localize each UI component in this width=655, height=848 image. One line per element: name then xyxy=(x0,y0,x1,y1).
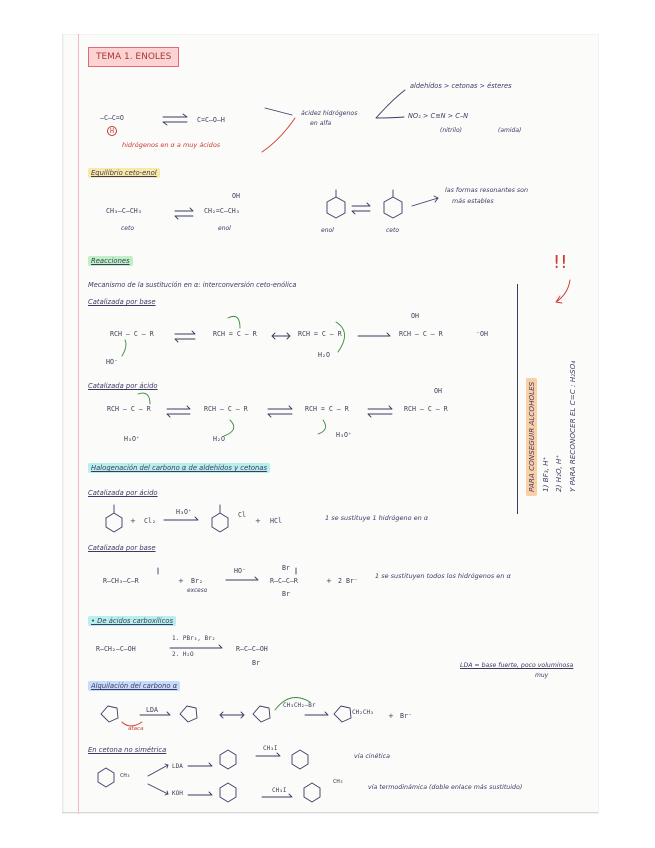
acid-product: RCH – C – R xyxy=(404,405,448,413)
section-heading-carboxylic xyxy=(88,618,176,625)
center-label-acidity: ácidez hidrógenos xyxy=(301,110,358,117)
acid-step-3: RCH = C – R xyxy=(305,405,349,413)
alkylation-reagent: CH₃CH₂–Br xyxy=(283,702,316,709)
alkylation-attack-note: ataca xyxy=(128,726,144,732)
halogenation-base-heading: Catalizada por base xyxy=(88,544,156,552)
equilibrium-heading-text: Equilibrio ceto-enol xyxy=(88,168,160,178)
alpha-hydrogen-circle: H xyxy=(107,128,117,135)
carboxylic-br: Br xyxy=(252,659,260,667)
center-label-alpha: en alfa xyxy=(310,120,332,127)
mechanism-line: Mecanismo de la sustitución en α: interconversión ceto-enólica xyxy=(88,281,297,289)
halogenation-acid-product-x: Cl xyxy=(238,511,246,519)
base-water: H₂O xyxy=(318,351,330,359)
acidity-order-2: NO₂ > C≡N > C–N xyxy=(408,112,469,120)
resonance-note-1: las formas resonantes son xyxy=(445,187,529,194)
halogenation-acid-heading: Catalizada por ácido xyxy=(88,489,158,497)
halogenation-base-condition: HO⁻ xyxy=(234,567,246,575)
kinetic-lda: LDA xyxy=(172,763,183,770)
enol-formula: CH₂=C–CH₃ xyxy=(204,207,240,215)
lda-note-1-text: LDA = base fuerte, poco voluminosa xyxy=(460,662,574,669)
halogenation-acid-note: 1 se sustituye 1 hidrógeno en α xyxy=(325,514,429,522)
amida-label: (amida) xyxy=(498,127,522,134)
page-title: TEMA 1. ENOLES xyxy=(88,47,179,67)
base-step-2: RCH = C – R xyxy=(213,330,257,338)
thermo-koh: KOH xyxy=(172,790,183,797)
page-bottom-rule xyxy=(62,812,598,813)
carboxylic-cond-1: 1. PBr₃, Br₂ xyxy=(172,635,216,642)
halogenation-acid-byproduct: HCl xyxy=(270,517,282,525)
halogenation-base-note: 1 se sustituyen todos los hidrógenos en α xyxy=(375,572,511,580)
plus-sign-2: + xyxy=(255,517,261,525)
thermo-ch3i: CH₃I xyxy=(272,787,287,794)
intro-acetyl-left: –C–C=O xyxy=(100,114,124,122)
alkylation-lda: LDA xyxy=(146,706,158,714)
keto-formula: CH₃–C–CH₃ xyxy=(106,207,142,215)
section-heading-equilibrium xyxy=(88,170,160,177)
base-step-3: RCH = C – R xyxy=(298,330,342,338)
halogenation-base-product: R–C–C–R xyxy=(270,577,298,585)
plus-sign-3: + xyxy=(178,577,184,585)
enol-oh: OH xyxy=(232,192,240,200)
acid-step-1: RCH – C – R xyxy=(107,405,151,413)
thermo-ch3-label: CH₃ xyxy=(333,779,344,785)
sidebar-line-4: Y PARA RECONOCER EL C=C : H₂SO₄ xyxy=(568,360,577,492)
non-symmetric-heading xyxy=(88,747,166,754)
phenol-enol-label: enol xyxy=(321,227,334,234)
plus-sign-5: + xyxy=(388,712,394,720)
product-br-bottom: Br xyxy=(282,590,290,598)
sidebar-line-1 xyxy=(527,378,536,496)
product-br-top: Br xyxy=(282,564,290,572)
acid-hydronium: H₃O⁺ xyxy=(124,435,140,443)
reactions-heading-text: Reacciones xyxy=(88,256,133,266)
acid-step-2: RCH – C – R xyxy=(204,405,248,413)
keto-label: ceto xyxy=(121,225,135,232)
base-catalysis-heading: Catalizada por base xyxy=(88,298,156,306)
halogenation-base-excess: exceso xyxy=(187,588,208,594)
thermo-route-label: vía termodinámica (doble enlace más sustituido) xyxy=(368,784,523,791)
carboxylic-right: R–C–C–OH xyxy=(236,645,268,653)
exclamation-mark: !! xyxy=(553,252,568,273)
kinetic-ch3i: CH₃I xyxy=(263,745,278,752)
base-product: RCH – C – R xyxy=(399,330,443,338)
halogenation-base-reagent: Br₂ xyxy=(191,577,203,585)
nitrilo-label: (nitrilo) xyxy=(440,127,462,134)
halogenation-heading-text: Halogenación del carbono α de aldehídos y cetonas xyxy=(88,463,270,473)
section-heading-alkylation xyxy=(88,683,180,690)
base-step-1: RCH – C – R xyxy=(110,330,154,338)
acid-h3o-regen: H₃O⁺ xyxy=(336,431,352,439)
lda-note-1 xyxy=(460,663,573,669)
sidebar-line-2: 1) BF₃, H⁺ xyxy=(541,456,550,492)
halogenation-acid-reagent: Cl₂ xyxy=(144,517,156,525)
sidebar-line-3: 2) H₂O, H⁺ xyxy=(554,454,563,492)
section-heading-halogenation xyxy=(88,465,270,472)
halogenation-base-left: R–CH₃–C–R xyxy=(103,577,139,585)
resonance-note-2: más estables xyxy=(452,198,494,205)
carboxylic-left: R–CH₂–C–OH xyxy=(96,645,136,653)
non-symmetric-heading-text: En cetona no simétrica xyxy=(88,746,167,754)
base-product-oh: OH xyxy=(411,312,419,320)
margin-line xyxy=(78,34,79,814)
lda-note-2: muy xyxy=(535,672,549,679)
halogenation-base-byproduct: 2 Br⁻ xyxy=(338,577,358,585)
start-ketone-ch3: CH₃ xyxy=(120,773,131,779)
halogenation-acid-condition: H₃O⁺ xyxy=(176,508,192,516)
acidity-order-1: aldehídos > cetonas > ésteres xyxy=(410,82,512,90)
base-regenerated-oh: ⁻OH xyxy=(476,330,488,338)
alkylation-product-group: CH₂CH₃ xyxy=(352,709,374,716)
acid-water: H₂O xyxy=(213,435,225,443)
plus-sign-1: + xyxy=(130,517,136,525)
enol-label: enol xyxy=(218,225,231,232)
kinetic-route-label: vía cinética xyxy=(354,753,390,760)
sidebar-line-1-text: PARA CONSEGUIR ALCOHOLES xyxy=(526,378,537,496)
alpha-acidity-note: hidrógenos en α a muy ácidos xyxy=(122,141,221,149)
cyclohexadienone-keto-label: ceto xyxy=(386,227,400,234)
section-heading-reactions xyxy=(88,258,133,265)
acid-product-oh: OH xyxy=(434,387,442,395)
carboxylic-cond-2: 2. H₂O xyxy=(172,651,194,658)
alkylation-bromide: Br⁻ xyxy=(400,712,412,720)
plus-sign-4: + xyxy=(326,577,332,585)
acid-catalysis-heading: Catalizada por ácido xyxy=(88,382,158,390)
alkylation-heading-text: Alquilación del carbono α xyxy=(88,681,180,691)
enol-form-top: C=C–O–H xyxy=(197,116,225,124)
base-hydroxide: HO⁻ xyxy=(106,358,118,366)
carboxylic-heading-text: • De ácidos carboxílicos xyxy=(88,616,176,626)
